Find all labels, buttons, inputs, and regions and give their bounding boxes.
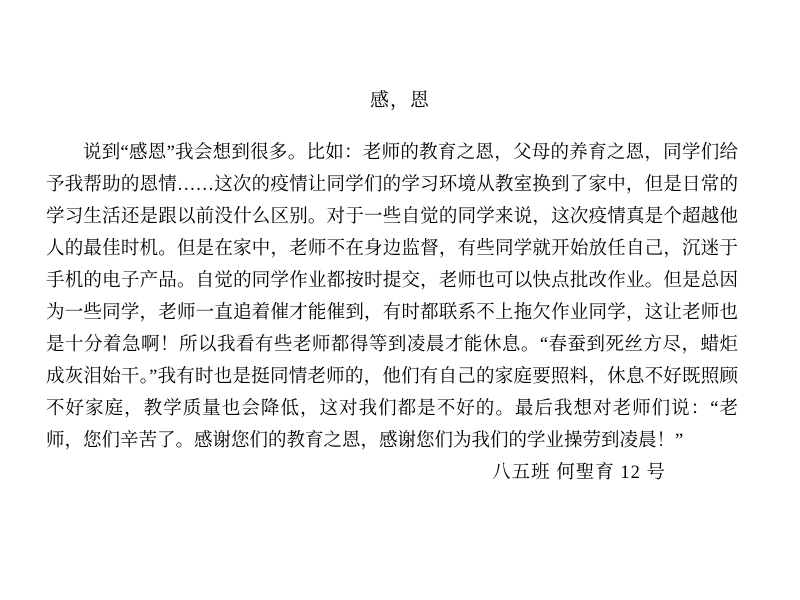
- author-signature: 八五班 何聖育 12 号: [492, 462, 666, 483]
- document-body: [0, 113, 800, 489]
- body-paragraph: 说到“感恩”我会想到很多。比如：老师的教育之恩，父母的养育之恩，同学们给予我帮助的恩情……这次的疫情让同学们的学习环境从教室换到了家中，但是日常的学习生活还是跟以前没什么区别。对于一些自觉的同学来说，这次疫情真是个超越他人的最佳时机。但是在家中，老师不在身边监督，有些同学就开始放任自己，沉迷于手机的电子产品。自觉的同学作业都按时提交，老师也可以快点批改作业。但是总因为一些同学，老师一直追着催才能催到，有时都联系不上拖欠作业同学，这让老师也是十分着急啊！所以我看有些老师都得等到凌晨才能休息。“春蚕到死丝方尽，蜡炬成灰泪始干。”我有时也是挺同情老师的，他们有自己的家庭要照料，休息不好既照顾不好家庭，教学质量也会降低，这对我们都是不好的。最后我想对老师们说：“老师，您们辛苦了。感谢您们的教育之恩，感谢您们为我们的学业操劳到凌晨！”: [46, 142, 738, 451]
- page-title: 感，恩: [369, 90, 430, 111]
